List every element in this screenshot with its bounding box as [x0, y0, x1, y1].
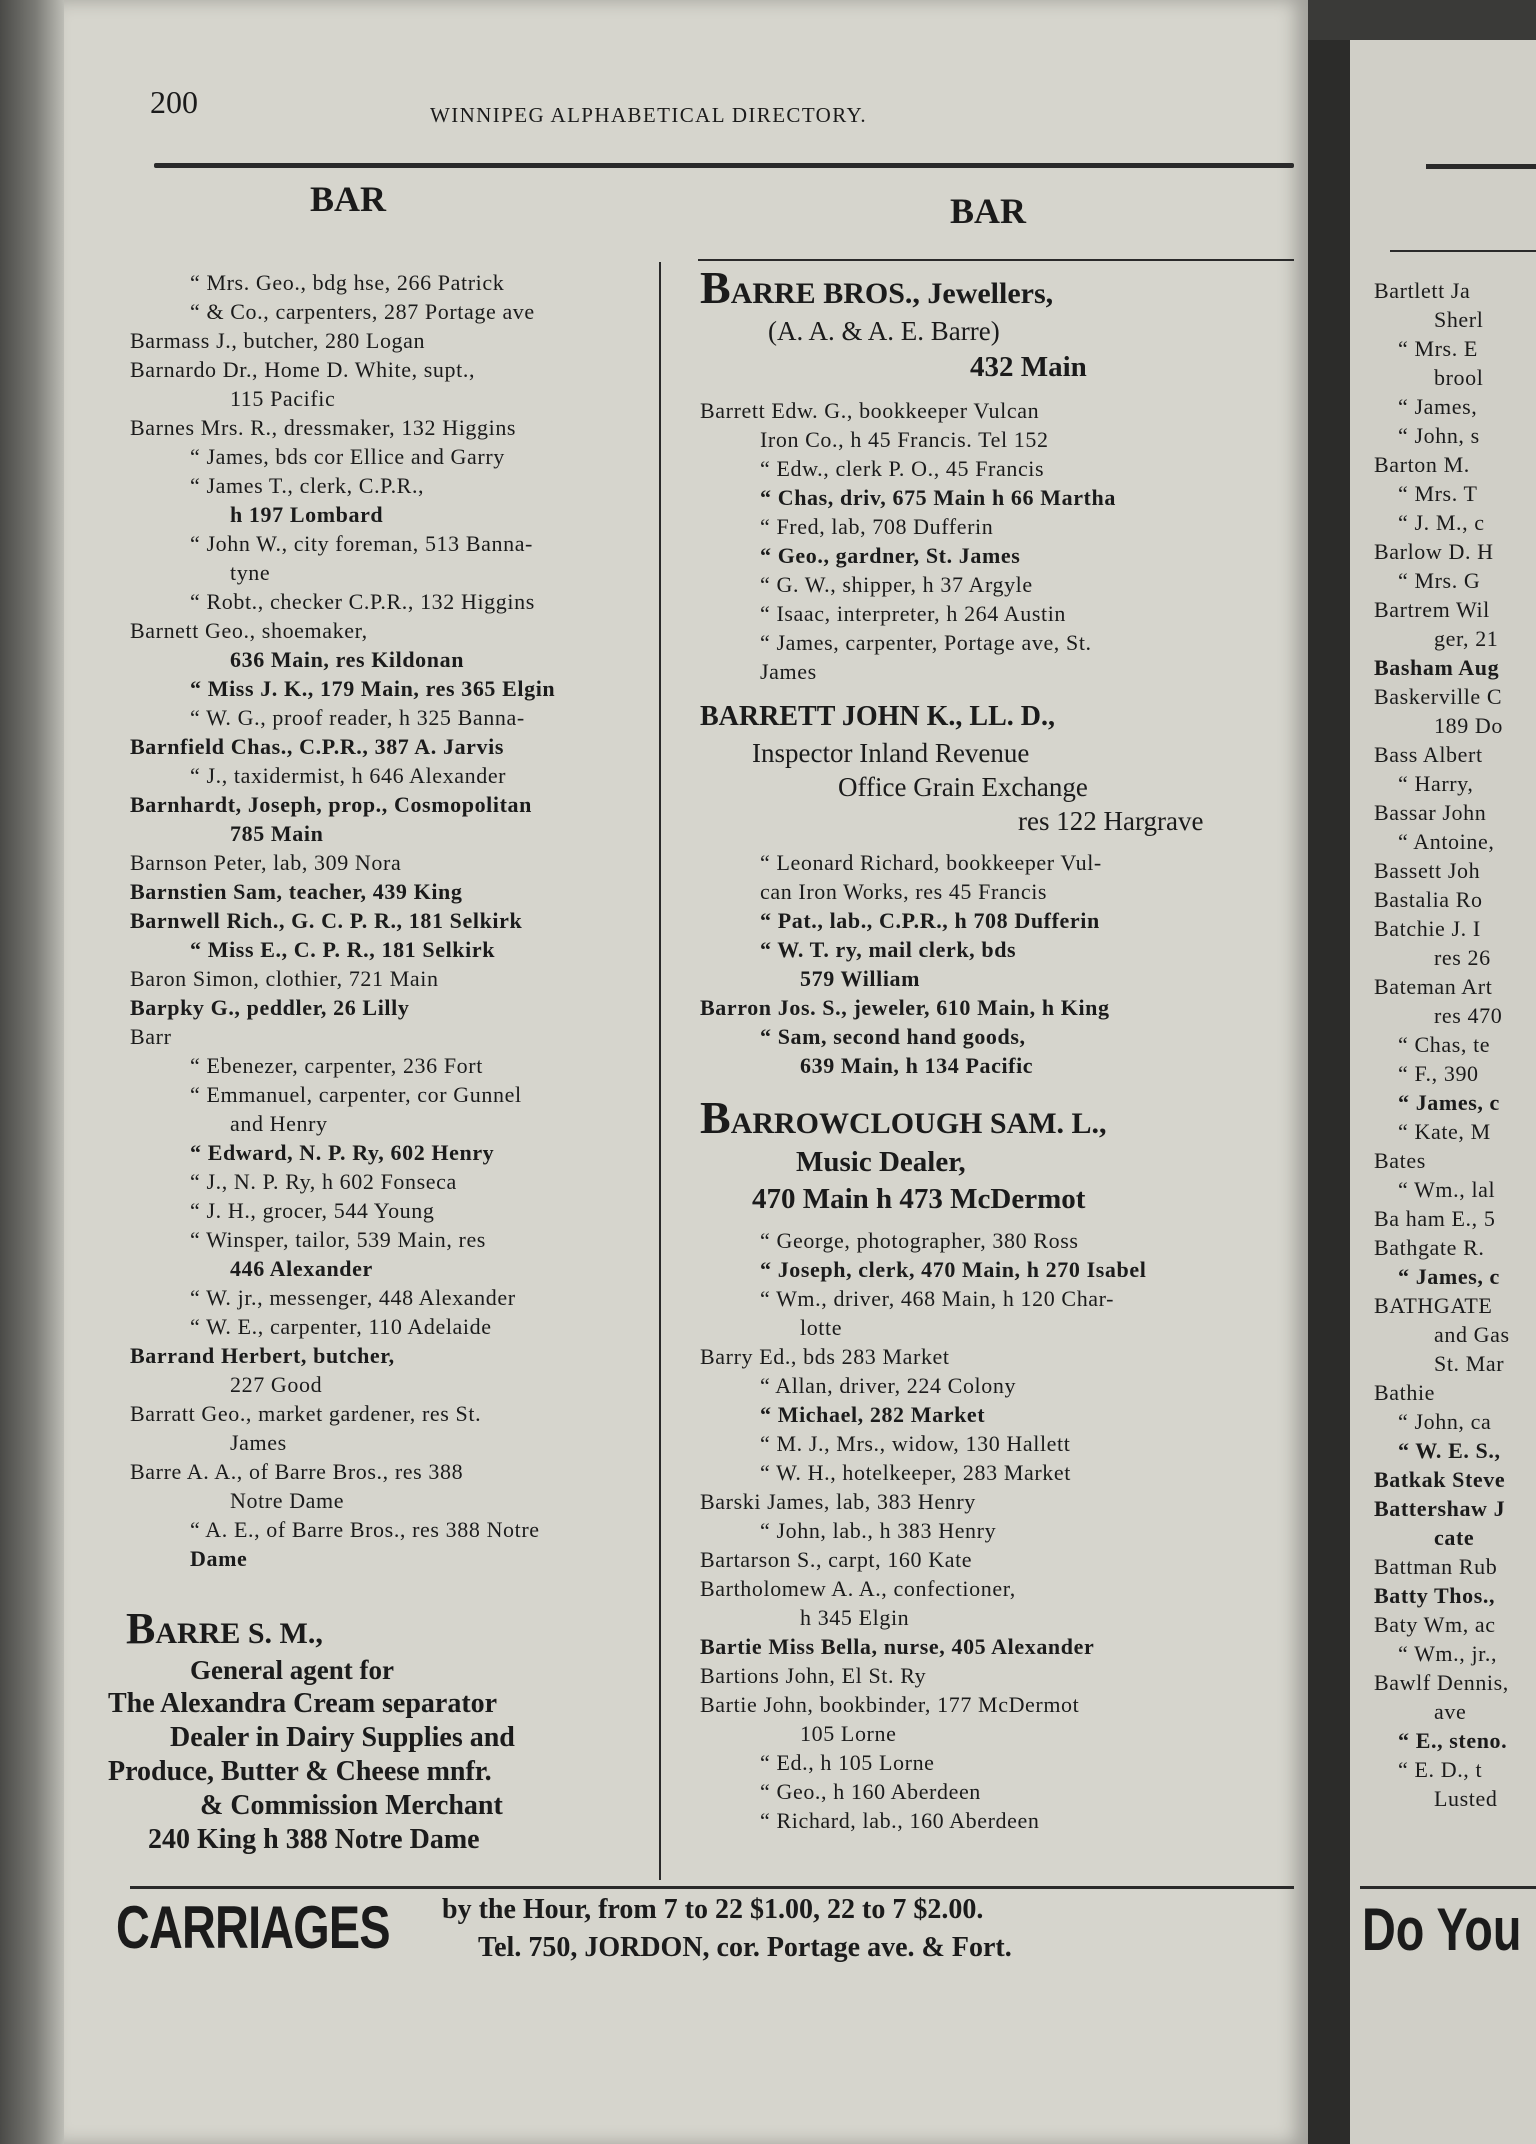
barre-bros-address: 432 Main	[970, 351, 1087, 383]
list-item: “ Geo., gardner, St. James	[760, 543, 1021, 568]
list-item: “ E., steno.	[1398, 1728, 1508, 1753]
list-item: “ Kate, M	[1398, 1119, 1491, 1144]
next-page-header-rule	[1426, 164, 1536, 169]
list-item: “ Ebenezer, carpenter, 236 Fort	[190, 1053, 483, 1078]
next-page-heading-rule	[1390, 250, 1536, 252]
list-item: can Iron Works, res 45 Francis	[760, 879, 1048, 904]
list-item: Bassett Joh	[1374, 858, 1481, 883]
list-item: “ W. E., carpenter, 110 Adelaide	[190, 1314, 492, 1339]
list-item: Barron Jos. S., jeweler, 610 Main, h King	[700, 995, 1110, 1020]
list-item: Barski James, lab, 383 Henry	[700, 1489, 976, 1514]
list-item: “ W. T. ry, mail clerk, bds	[760, 937, 1017, 962]
list-item: “ James, bds cor Ellice and Garry	[190, 444, 505, 469]
list-item: Barnfield Chas., C.P.R., 387 A. Jarvis	[130, 734, 505, 759]
list-item: Barnson Peter, lab, 309 Nora	[130, 850, 402, 875]
list-item: Barnett Geo., shoemaker,	[130, 618, 368, 643]
list-item: Battershaw J	[1374, 1496, 1506, 1521]
ad-line: The Alexandra Cream separator	[108, 1688, 498, 1719]
list-item: “ W. E. S.,	[1398, 1438, 1501, 1463]
left-column-heading: BAR	[310, 179, 387, 219]
next-page-footer-fragment: Do You	[1362, 1896, 1522, 1963]
list-item: 579 William	[800, 966, 921, 991]
barre-bros-owners: (A. A. & A. E. Barre)	[768, 316, 1000, 346]
next-page-column	[1374, 276, 1510, 1813]
list-item: “ F., 390	[1398, 1061, 1479, 1086]
list-item: “ Mrs. Geo., bdg hse, 266 Patrick	[190, 270, 505, 295]
list-item: Batkak Steve	[1374, 1467, 1506, 1492]
header-rule	[154, 163, 1294, 168]
list-item: Bartholomew A. A., confectioner,	[700, 1576, 1016, 1601]
list-item: Batty Thos.,	[1374, 1583, 1496, 1608]
list-item: “ Michael, 282 Market	[760, 1402, 986, 1427]
list-item: 227 Good	[230, 1372, 323, 1397]
list-item: lotte	[800, 1315, 843, 1340]
list-item: BATHGATE	[1374, 1293, 1493, 1318]
list-item: “ & Co., carpenters, 287 Portage ave	[190, 299, 535, 324]
list-item: Notre Dame	[230, 1488, 345, 1513]
list-item: Barnhardt, Joseph, prop., Cosmopolitan	[130, 792, 532, 817]
list-item: and Gas	[1434, 1322, 1510, 1347]
ad-line: Inspector Inland Revenue	[752, 738, 1030, 768]
list-item: James	[760, 659, 817, 684]
list-item: “ M. J., Mrs., widow, 130 Hallett	[760, 1431, 1071, 1456]
list-item: “ Mrs. G	[1398, 568, 1481, 593]
list-item: Barnwell Rich., G. C. P. R., 181 Selkirk	[130, 908, 523, 933]
list-item: Ba ham E., 5	[1374, 1206, 1496, 1231]
list-item: Bartlett Ja	[1374, 278, 1471, 303]
right-heading-rule	[698, 259, 1294, 261]
directory-page	[64, 0, 1308, 2144]
list-item: “ Leonard Richard, bookkeeper Vul-	[760, 850, 1102, 875]
barre-bros-advertisement	[700, 262, 1300, 386]
list-item: brool	[1434, 365, 1484, 390]
barrowclough-name: ARROWCLOUGH SAM. L.,	[730, 1107, 1107, 1140]
list-item: “ Harry,	[1398, 771, 1474, 796]
barre-bros-heading	[700, 262, 1300, 314]
list-item: “ John, lab., h 383 Henry	[760, 1518, 997, 1543]
list-item: Lusted	[1434, 1786, 1498, 1811]
list-item: Bathgate R.	[1374, 1235, 1485, 1260]
ad-line: Dealer in Dairy Supplies and	[170, 1722, 515, 1753]
page-number: 200	[150, 84, 198, 120]
list-item: Barry Ed., bds 283 Market	[700, 1344, 950, 1369]
list-item: “ Chas, driv, 675 Main h 66 Martha	[760, 485, 1116, 510]
list-item: “ Ed., h 105 Lorne	[760, 1750, 935, 1775]
barre-bros-name: ARRE BROS., Jewellers,	[730, 277, 1054, 310]
list-item: Barre A. A., of Barre Bros., res 388	[130, 1459, 464, 1484]
list-item: “ Emmanuel, carpenter, cor Gunnel	[190, 1082, 522, 1107]
list-item: “ Fred, lab, 708 Dufferin	[760, 514, 994, 539]
list-item: 105 Lorne	[800, 1721, 897, 1746]
barrowclough-heading	[700, 1092, 1300, 1144]
list-item: Sherl	[1434, 307, 1484, 332]
list-item: Baron Simon, clothier, 721 Main	[130, 966, 439, 991]
list-item: 446 Alexander	[230, 1256, 373, 1281]
list-item: “ Wm., jr.,	[1398, 1641, 1498, 1666]
list-item: 636 Main, res Kildonan	[230, 647, 465, 672]
list-item: Bartrem Wil	[1374, 597, 1490, 622]
list-item: “ James, c	[1398, 1264, 1500, 1289]
list-item: Dame	[190, 1546, 248, 1571]
list-item: Bartie Miss Bella, nurse, 405 Alexander	[700, 1634, 1095, 1659]
ad-drop-initial: B	[126, 1604, 156, 1653]
list-item: h 345 Elgin	[800, 1605, 910, 1630]
list-item: “ W. H., hotelkeeper, 283 Market	[760, 1460, 1071, 1485]
list-item: “ James, c	[1398, 1090, 1500, 1115]
list-item: “ James,	[1398, 394, 1478, 419]
page-gutter	[1308, 40, 1350, 2144]
list-item: Barmass J., butcher, 280 Logan	[130, 328, 426, 353]
list-item: “ Robt., checker C.P.R., 132 Higgins	[190, 589, 535, 614]
list-item: “ Richard, lab., 160 Aberdeen	[760, 1808, 1040, 1833]
list-item: Bartions John, El St. Ry	[700, 1663, 927, 1688]
list-item: Barrand Herbert, butcher,	[130, 1343, 395, 1368]
list-item: Bassar John	[1374, 800, 1487, 825]
list-item: 189 Do	[1434, 713, 1503, 738]
list-item: Barrett Edw. G., bookkeeper Vulcan	[700, 398, 1040, 423]
list-item: “ G. W., shipper, h 37 Argyle	[760, 572, 1033, 597]
list-item: Batchie J. I	[1374, 916, 1481, 941]
list-item: “ John W., city foreman, 513 Banna-	[190, 531, 533, 556]
list-item: James	[230, 1430, 287, 1455]
list-item: “ Edw., clerk P. O., 45 Francis	[760, 456, 1045, 481]
right-column	[700, 262, 1300, 1835]
list-item: Barlow D. H	[1374, 539, 1494, 564]
barre-sm-advertisement	[108, 1604, 668, 1857]
barrett-john-name: BARRETT JOHN K., LL. D.,	[700, 701, 1055, 732]
list-item: “ John, ca	[1398, 1409, 1492, 1434]
list-item: Bass Albert	[1374, 742, 1483, 767]
carriages-wordmark: CARRIAGES	[116, 1894, 390, 1961]
list-item: “ Pat., lab., C.P.R., h 708 Dufferin	[760, 908, 1100, 933]
list-item: Barpky G., peddler, 26 Lilly	[130, 995, 410, 1020]
list-item: tyne	[230, 560, 271, 585]
list-item: “ W. jr., messenger, 448 Alexander	[190, 1285, 516, 1310]
list-item: Bartarson S., carpt, 160 Kate	[700, 1547, 973, 1572]
ad-name: ARRE S. M.,	[155, 1617, 323, 1650]
list-item: h 197 Lombard	[230, 502, 384, 527]
list-item: 785 Main	[230, 821, 324, 846]
list-item: “ Allan, driver, 224 Colony	[760, 1373, 1017, 1398]
list-item: “ James T., clerk, C.P.R.,	[190, 473, 425, 498]
list-item: 115 Pacific	[230, 386, 336, 411]
list-item: Baty Wm, ac	[1374, 1612, 1496, 1637]
list-item: Basham Aug	[1374, 655, 1500, 680]
next-page-footer-rule	[1360, 1886, 1536, 1889]
list-item: Barratt Geo., market gardener, res St.	[130, 1401, 482, 1426]
list-item: Bartie John, bookbinder, 177 McDermot	[700, 1692, 1080, 1717]
list-item: Bawlf Dennis,	[1374, 1670, 1509, 1695]
list-item: “ J. H., grocer, 544 Young	[190, 1198, 435, 1223]
barrowclough-address: 470 Main h 473 McDermot	[752, 1183, 1086, 1215]
list-item: “ A. E., of Barre Bros., res 388 Notre	[190, 1517, 540, 1542]
list-item: “ John, s	[1398, 423, 1480, 448]
ad-line: res 122 Hargrave	[1018, 806, 1204, 836]
list-item: “ W. G., proof reader, h 325 Banna-	[190, 705, 525, 730]
barre-bros-initial: B	[700, 262, 731, 313]
list-item: Barnardo Dr., Home D. White, supt.,	[130, 357, 476, 382]
list-item: ave	[1434, 1699, 1467, 1724]
barrett-john-advertisement	[700, 698, 1300, 838]
ad-line: Produce, Butter & Cheese mnfr.	[108, 1756, 492, 1787]
list-item: Barnstien Sam, teacher, 439 King	[130, 879, 463, 904]
list-item: “ Miss J. K., 179 Main, res 365 Elgin	[190, 676, 556, 701]
barrowclough-initial: B	[700, 1092, 731, 1143]
list-item: “ Wm., driver, 468 Main, h 120 Char-	[760, 1286, 1115, 1311]
list-item: “ Sam, second hand goods,	[760, 1024, 1026, 1049]
list-item: Bathie	[1374, 1380, 1436, 1405]
list-item: Barr	[130, 1024, 172, 1049]
list-item: res 470	[1434, 1003, 1503, 1028]
list-item: St. Mar	[1434, 1351, 1505, 1376]
list-item: cate	[1434, 1525, 1475, 1550]
list-item: Barton M.	[1374, 452, 1470, 477]
ad-line: 240 King h 388 Notre Dame	[148, 1824, 480, 1855]
right-column-heading: BAR	[950, 191, 1027, 231]
carriages-contact: Tel. 750, JORDON, cor. Portage ave. & Fort.	[478, 1932, 1012, 1963]
list-item: Bastalia Ro	[1374, 887, 1483, 912]
ad-heading	[108, 1604, 668, 1653]
list-item: “ Mrs. T	[1398, 481, 1478, 506]
list-item: “ Isaac, interpreter, h 264 Austin	[760, 601, 1067, 626]
list-item: “ Winsper, tailor, 539 Main, res	[190, 1227, 486, 1252]
list-item: and Henry	[230, 1111, 328, 1136]
next-page-edge	[1350, 40, 1536, 2144]
list-item: “ Miss E., C. P. R., 181 Selkirk	[190, 937, 496, 962]
list-item: Bateman Art	[1374, 974, 1493, 999]
carriages-rates: by the Hour, from 7 to 22 $1.00, 22 to 7 $2.00.	[442, 1894, 984, 1925]
list-item: “ Chas, te	[1398, 1032, 1491, 1057]
list-item: Iron Co., h 45 Francis. Tel 152	[760, 427, 1049, 452]
barrowclough-trade: Music Dealer,	[796, 1146, 966, 1178]
list-item: “ James, carpenter, Portage ave, St.	[760, 630, 1092, 655]
list-item: Bates	[1374, 1148, 1426, 1173]
list-item: “ Mrs. E	[1398, 336, 1478, 361]
book-spine	[0, 0, 64, 2144]
list-item: “ Geo., h 160 Aberdeen	[760, 1779, 981, 1804]
ad-line: & Commission Merchant	[200, 1790, 503, 1821]
list-item: Barnes Mrs. R., dressmaker, 132 Higgins	[130, 415, 517, 440]
list-item: ger, 21	[1434, 626, 1499, 651]
list-item: Battman Rub	[1374, 1554, 1498, 1579]
running-title: WINNIPEG ALPHABETICAL DIRECTORY.	[430, 103, 868, 127]
list-item: “ George, photographer, 380 Ross	[760, 1228, 1079, 1253]
list-item: Baskerville C	[1374, 684, 1503, 709]
list-item: “ Edward, N. P. Ry, 602 Henry	[190, 1140, 495, 1165]
list-item: “ J., N. P. Ry, h 602 Fonseca	[190, 1169, 457, 1194]
ad-line: General agent for	[190, 1655, 394, 1685]
list-item: 639 Main, h 134 Pacific	[800, 1053, 1034, 1078]
list-item: “ E. D., t	[1398, 1757, 1483, 1782]
barrowclough-advertisement	[700, 1092, 1300, 1218]
list-item: res 26	[1434, 945, 1491, 970]
list-item: “ J., taxidermist, h 646 Alexander	[190, 763, 507, 788]
ad-line: Office Grain Exchange	[838, 772, 1088, 802]
left-column	[130, 268, 650, 1573]
list-item: “ J. M., c	[1398, 510, 1485, 535]
list-item: “ Wm., lal	[1398, 1177, 1496, 1202]
list-item: “ Joseph, clerk, 470 Main, h 270 Isabel	[760, 1257, 1147, 1282]
list-item: “ Antoine,	[1398, 829, 1495, 854]
